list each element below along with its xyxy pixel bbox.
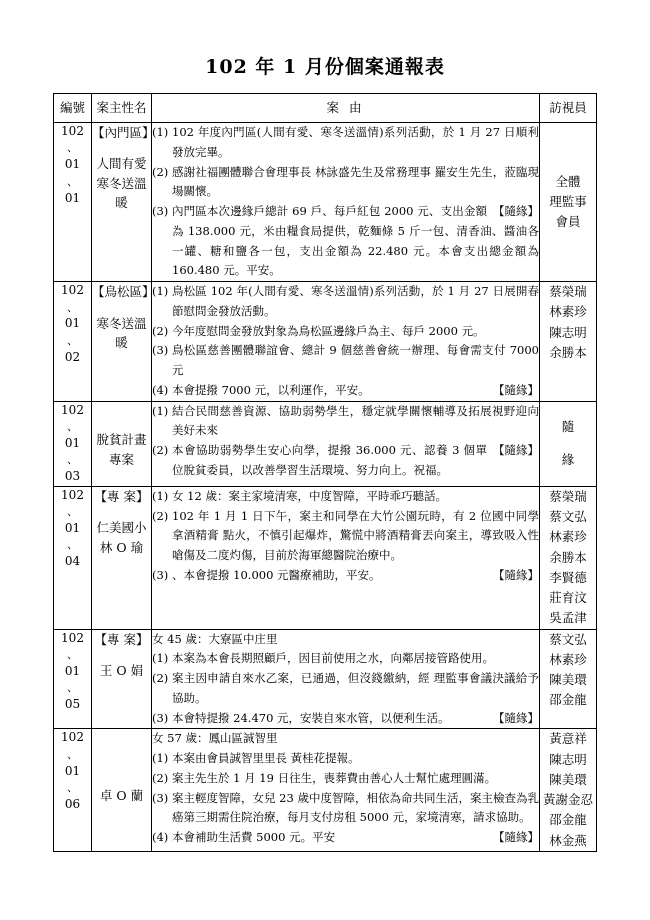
- column-header-case-reason: 案 由: [152, 94, 540, 123]
- case-number-part: 102: [61, 283, 84, 298]
- visitor-name: 黃謝金忍: [542, 792, 593, 808]
- case-reason-item: [152, 202, 539, 281]
- case-number-separator: 、: [67, 453, 78, 467]
- case-item-tail-tag: 【隨緣】: [493, 567, 539, 582]
- case-item-marker: (3): [152, 204, 169, 219]
- case-item-body-text: 感謝社福團體聯合會理事長 林詠盛先生及常務理事 羅安生先生，蒞臨現場關懷。: [172, 164, 539, 199]
- table-row: [54, 401, 597, 486]
- subject-title-line: 仁美國小: [96, 520, 147, 536]
- case-number-part: 01: [64, 190, 81, 205]
- case-item-marker: (1): [152, 651, 169, 666]
- case-number-part: 06: [64, 797, 81, 811]
- case-item-marker: (3): [152, 343, 169, 358]
- case-number-part: 01: [64, 763, 81, 778]
- case-item-text: [172, 441, 539, 481]
- case-item-body-text: 本會提撥 7000 元，以利運作，平安。: [172, 382, 370, 397]
- case-reason-item: [152, 341, 539, 381]
- case-item-marker: (2): [152, 323, 169, 338]
- case-reason-item: [152, 709, 539, 729]
- case-reason-item: [152, 441, 539, 481]
- case-reason-item: [152, 566, 539, 586]
- case-number-separator: 、: [67, 647, 78, 661]
- visitor-name: 邵金龍: [549, 812, 587, 828]
- table-body: [54, 123, 597, 852]
- visitor-cell: [540, 729, 597, 852]
- case-item-marker: (1): [152, 284, 169, 299]
- case-number-part: 01: [64, 521, 81, 536]
- subject-title-line: 人間有愛: [96, 156, 147, 172]
- case-item-marker: (2): [152, 671, 169, 686]
- subject-category-label: 【專 案】: [94, 488, 149, 504]
- case-reason-item: [152, 828, 539, 848]
- case-report-table: [53, 93, 597, 852]
- case-number-separator: 、: [67, 420, 78, 434]
- column-header-subject-name: 案主性名: [92, 94, 152, 123]
- case-number-part: 01: [64, 663, 81, 678]
- case-number-separator: 、: [67, 505, 78, 519]
- subject-title-line: 暖: [115, 195, 128, 211]
- table-header-row: [54, 94, 597, 123]
- case-item-body-text: 鳥松區 102 年(人間有愛、寒冬送溫情)系列活動，於 1 月 27 日展開春節慰問金發放活動。: [172, 284, 539, 318]
- visitor-name: 林素珍: [549, 529, 587, 545]
- case-lead-line: 女 45 歲：大寮區中庄里: [152, 631, 278, 646]
- subject-title-line: 卓 O 蘭: [99, 788, 144, 804]
- column-header-number: 編號: [54, 94, 92, 123]
- case-item-body-text: 女 12 歲：案主家境清寒，中度智障，平時乖巧聽話。: [172, 488, 447, 503]
- case-item-text: [172, 709, 539, 729]
- case-item-text: [172, 828, 539, 848]
- case-number-cell: [54, 729, 92, 852]
- case-number-cell: [54, 282, 92, 402]
- case-item-marker: (1): [152, 488, 169, 503]
- subject-title: [92, 661, 151, 680]
- subject-name-cell: [92, 729, 152, 852]
- visitor-name: 蔡榮瑞: [549, 488, 587, 504]
- case-item-body-text: 案主因申請自來水乙案，已通過，但沒錢繳納，經 理監事會議決議給予協助。: [172, 671, 539, 705]
- visitor-name: 余勝本: [549, 549, 587, 565]
- case-number-part: 01: [64, 157, 81, 172]
- case-item-marker: (3): [152, 710, 169, 725]
- visitor-name: 陳美環: [549, 672, 587, 688]
- case-number-part: 102: [61, 730, 84, 745]
- case-item-marker: (2): [152, 770, 169, 785]
- case-number-cell: [54, 486, 92, 629]
- case-item-marker: (2): [152, 443, 169, 458]
- case-item-tail-tag: 【隨緣】: [493, 443, 539, 458]
- case-item-body-text: 102 年 1 月 1 日下午，案主和同學在大竹公園玩時，有 2 位國中同學拿酒精膏 點火，不慎引起爆炸，驚慌中將酒精膏丟向案主，導致吸入性嗆傷及二度灼傷，目前於海軍總醫院治療中。: [172, 508, 539, 563]
- case-item-text: [172, 282, 539, 322]
- case-number-separator: 、: [67, 333, 78, 347]
- table-row: [54, 629, 597, 729]
- case-reason-item: [152, 749, 539, 769]
- case-item-text: [172, 789, 539, 829]
- table-header: [54, 94, 597, 123]
- visitor-name: 林素珍: [549, 651, 587, 667]
- subject-category-label: 【專 案】: [94, 631, 149, 647]
- case-number-part: 01: [64, 316, 81, 331]
- case-number-part: 05: [64, 697, 81, 712]
- visitor-name: 余勝本: [549, 344, 587, 360]
- case-number-cell: [54, 401, 92, 486]
- case-reason-item: [152, 123, 539, 163]
- case-item-marker: (4): [152, 830, 169, 845]
- case-item-marker: (1): [152, 125, 169, 139]
- subject-title-line: 寒冬送溫: [96, 315, 147, 331]
- case-item-tail-tag: 【隨緣】: [493, 710, 539, 725]
- visitor-name: 理監事: [549, 193, 587, 209]
- case-reason-item: [152, 789, 539, 829]
- case-number-separator: 、: [67, 781, 78, 795]
- subject-title: [92, 154, 151, 212]
- subject-name-cell: [92, 486, 152, 629]
- table-row: [54, 729, 597, 852]
- case-item-marker: (3): [152, 790, 169, 805]
- case-reason-item: [152, 769, 539, 789]
- visitor-name: 蔡文弘: [549, 631, 587, 647]
- column-header-visitor: 訪視員: [540, 94, 597, 123]
- case-item-marker: (2): [152, 164, 169, 179]
- visitor-name: 吳孟津: [549, 610, 587, 626]
- case-reason-item: [152, 402, 539, 442]
- case-reason-item: [152, 487, 539, 507]
- case-item-text: [172, 507, 539, 566]
- case-reason-item: [152, 507, 539, 566]
- case-item-text: [172, 163, 539, 203]
- case-item-marker: (2): [152, 508, 169, 523]
- case-item-text: [172, 566, 539, 586]
- visitor-cell: [540, 629, 597, 729]
- subject-title-line: 寒冬送溫: [96, 175, 147, 191]
- case-number-separator: 、: [67, 747, 78, 761]
- subject-title-line: 王 O 娟: [99, 662, 144, 678]
- visitor-name: 黃意祥: [549, 731, 587, 747]
- case-number-part: 02: [64, 349, 81, 364]
- case-item-tail-tag: 【隨緣】: [493, 382, 539, 397]
- case-number-part: 03: [64, 469, 81, 484]
- case-number-part: 102: [61, 124, 84, 138]
- case-reason-cell: [152, 486, 540, 629]
- case-reason-item: [152, 163, 539, 203]
- visitor-name: 陳志明: [549, 324, 587, 340]
- case-reason-item: [152, 649, 539, 669]
- case-reason-item: [152, 381, 539, 401]
- visitor-cell: [540, 486, 597, 629]
- visitor-name: 緣: [561, 451, 575, 467]
- subject-name-cell: [92, 629, 152, 729]
- case-reason-cell: [152, 629, 540, 729]
- case-item-text: [172, 322, 539, 342]
- subject-category-label: 【內門區】: [92, 125, 155, 140]
- case-item-body-text: 本案由會員誠智里里長 黃桂花提報。: [172, 751, 360, 766]
- visitor-cell: [540, 401, 597, 486]
- case-item-text: [172, 123, 539, 163]
- case-item-body-text: 本會補助生活費 5000 元。平安: [172, 830, 336, 845]
- case-item-text: [172, 669, 539, 709]
- case-item-body-text: 102 年度內門區(人間有愛、寒冬送溫情)系列活動，於 1 月 27 日順利發放完畢。: [172, 125, 539, 159]
- visitor-cell: [540, 282, 597, 402]
- subject-title: [92, 430, 151, 469]
- visitor-name: 會員: [555, 214, 581, 230]
- subject-title-line: 專案: [108, 451, 134, 467]
- case-number-cell: [54, 629, 92, 729]
- case-reason-item: [152, 322, 539, 342]
- case-item-body-text: 今年度慰問金發放對象為鳥松區邊緣戶為主、每戶 2000 元。: [172, 323, 485, 338]
- case-reason-cell: [152, 123, 540, 282]
- case-item-body-text: 本會特提撥 24.470 元，安裝自來水管，以便利生活。: [172, 710, 450, 725]
- visitor-name: 蔡榮瑞: [549, 284, 587, 300]
- case-item-body-text: 、本會提撥 10.000 元醫療補助，平安。: [172, 567, 381, 582]
- subject-title: [92, 518, 151, 557]
- subject-title-line: 暖: [115, 334, 128, 350]
- case-item-body-text: 結合民間慈善資源、協助弱勢學生，穩定就學關懷輔導及拓展視野迎向美好未來: [172, 403, 539, 438]
- visitor-name: 林金燕: [549, 832, 587, 848]
- case-item-text: [172, 749, 539, 769]
- case-number-part: 102: [61, 630, 84, 645]
- case-reason-cell: [152, 729, 540, 852]
- case-item-marker: (3): [152, 567, 169, 582]
- subject-name-cell: [92, 123, 155, 282]
- case-item-text: [172, 769, 539, 789]
- case-reason-item: [152, 282, 539, 322]
- visitor-name: 全體: [555, 173, 581, 189]
- case-number-separator: 、: [67, 538, 78, 552]
- case-number-part: 01: [64, 436, 81, 451]
- case-item-body-text: 案主先生於 1 月 19 日往生，喪葬費由善心人士幫忙處理圓滿。: [172, 770, 497, 785]
- case-number-part: 04: [64, 554, 81, 569]
- visitor-name: 陳志明: [549, 751, 587, 767]
- case-number-separator: 、: [67, 141, 78, 155]
- case-lead-line: 女 57 歲：鳳山區誠智里: [152, 731, 278, 746]
- case-number-separator: 、: [67, 300, 78, 314]
- page-title: 102 年 1 月份個案通報表: [205, 56, 445, 78]
- subject-name-cell: [92, 282, 155, 402]
- case-reason-item: [152, 669, 539, 709]
- case-number-separator: 、: [67, 174, 78, 188]
- case-item-body-text: 鳥松區慈善團體聯誼會、總計 9 個慈善會統一辦理、每會需支付 7000 元: [172, 343, 539, 378]
- visitor-name: 莊育汶: [549, 590, 587, 606]
- case-number-cell: [54, 123, 92, 282]
- case-number-part: 102: [61, 402, 84, 417]
- case-item-marker: (1): [152, 403, 169, 418]
- case-item-text: [172, 402, 539, 442]
- case-reason-cell: [152, 282, 540, 402]
- case-number-part: 102: [61, 487, 84, 502]
- case-item-text: [172, 341, 539, 381]
- visitor-name: 邵金龍: [549, 692, 587, 708]
- subject-title: [92, 786, 151, 805]
- visitor-name: 隨: [561, 419, 575, 435]
- subject-title: [92, 314, 151, 353]
- case-item-body-text: 內門區本次邊緣戶總計 69 戶、每戶紅包 2000 元、支出金額為 138.000 元，米由糧食局提供，乾麵條 5 斤一包、清香油、醬油各一罐、糖和鹽各一包，支出金額為 22.480 元。本會支出總金額為 160.480 元。平安。: [172, 204, 539, 278]
- case-item-tail-tag: 【隨緣】: [493, 830, 539, 845]
- case-reason-cell: [152, 401, 540, 486]
- visitor-name: 蔡文弘: [549, 509, 587, 525]
- subject-title-line: 脫貧計畫: [96, 432, 147, 448]
- case-number-separator: 、: [67, 681, 78, 695]
- case-item-body-text: 本會協助弱勢學生安心向學，提撥 36.000 元、認養 3 個單位脫貧委員，以改善學習生活環境、努力向上。祝福。: [172, 443, 487, 478]
- table-row: [54, 486, 597, 629]
- case-item-text: [172, 487, 539, 507]
- case-item-marker: (1): [152, 751, 169, 766]
- subject-name-cell: [92, 401, 152, 486]
- case-item-marker: (4): [152, 382, 169, 397]
- table-row: [54, 282, 597, 402]
- subject-category-label: 【鳥松區】: [92, 284, 155, 300]
- case-item-text: [172, 649, 539, 669]
- subject-title-line: 林 O 瑜: [99, 539, 144, 555]
- visitor-name: 陳美環: [549, 771, 587, 787]
- visitor-name: 李賢德: [549, 569, 587, 585]
- case-item-text: [172, 381, 539, 401]
- case-item-body-text: 案主輕度智障，女兒 23 歲中度智障，相依為命共同生活，案主檢查為乳癌第三期需住院治療，每月支付房租 5000 元，家境清寒，請求協助。: [172, 790, 539, 825]
- visitor-cell: [540, 123, 597, 282]
- case-item-body-text: 本案為本會長期照顧戶，因目前使用之水，向鄰居接管路使用。: [172, 651, 494, 666]
- visitor-name: 林素珍: [549, 304, 587, 320]
- case-item-text: [172, 202, 539, 281]
- case-item-tail-tag: 【隨緣】: [493, 204, 539, 219]
- table-row: [54, 123, 597, 282]
